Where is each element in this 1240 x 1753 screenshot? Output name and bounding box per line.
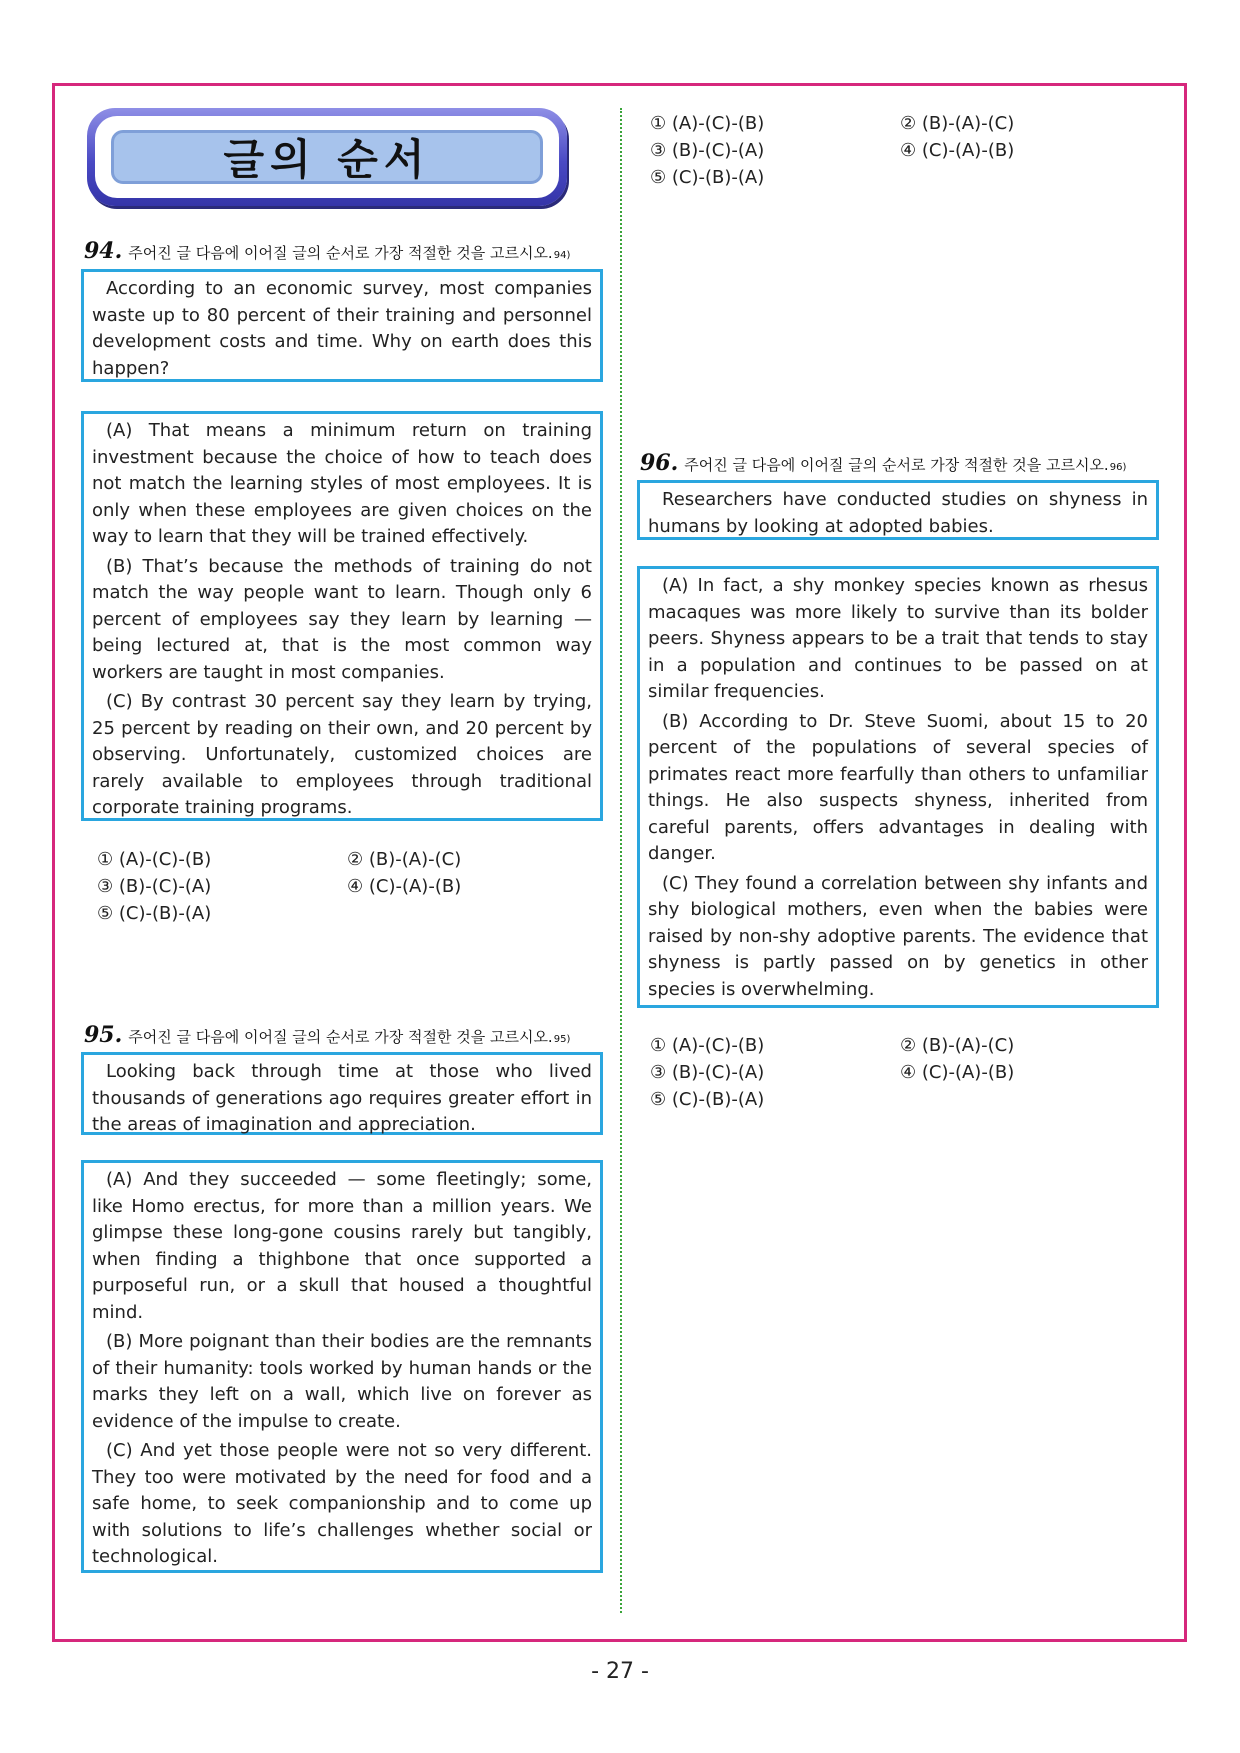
choice-2[interactable]: ② (B)-(A)-(C) <box>900 113 1015 134</box>
choice-2[interactable]: ② (B)-(A)-(C) <box>347 849 462 870</box>
passage-a: (A) And they succeeded — some fleetingly; some, like Homo erectus, for more than a million years. We glimpse these long-gone cousins rarely but tangibly, when finding a thighbone that once supported a purposeful run, or a skull that housed a thoughtful mind. <box>92 1169 592 1323</box>
question-number: 94. <box>84 238 123 264</box>
question-95-heading <box>84 1022 570 1048</box>
choice-5[interactable]: ⑤ (C)-(B)-(A) <box>97 903 212 924</box>
given-passage-box <box>81 269 603 382</box>
answer-choices <box>97 846 597 927</box>
answer-choices <box>650 1032 1150 1113</box>
footnote-marker: 94) <box>553 250 571 261</box>
section-title-banner <box>87 108 567 206</box>
question-instruction: 주어진 글 다음에 이어질 글의 순서로 가장 적절한 것을 고르시오. <box>684 456 1109 474</box>
given-passage-box <box>637 480 1159 540</box>
passage-c: (C) By contrast 30 percent say they learn by trying, 25 percent by reading on their own, and 20 percent by observing. Unfortunately, customized choices are rarely available to employees through traditional corporate training programs. <box>92 691 592 818</box>
column-divider <box>620 108 622 1613</box>
question-instruction: 주어진 글 다음에 이어질 글의 순서로 가장 적절한 것을 고르시오. <box>128 244 553 262</box>
given-passage: According to an economic survey, most companies waste up to 80 percent of their training and personnel development costs and time. Why on earth does this happen? <box>92 278 592 379</box>
question-94-heading <box>84 238 570 264</box>
passage-c: (C) They found a correlation between shy infants and shy biological mothers, even when the babies were raised by non-shy adoptive parents. The evidence that shyness is partly passed on by genetics in other species is overwhelming. <box>648 872 1148 1000</box>
footnote-marker: 95) <box>553 1034 571 1045</box>
choice-4[interactable]: ④ (C)-(A)-(B) <box>347 876 462 897</box>
choice-1[interactable]: ① (A)-(C)-(B) <box>650 113 765 134</box>
question-instruction: 주어진 글 다음에 이어질 글의 순서로 가장 적절한 것을 고르시오. <box>128 1028 553 1046</box>
choice-3[interactable]: ③ (B)-(C)-(A) <box>650 1062 765 1083</box>
ordering-passages-box <box>81 411 603 821</box>
choice-2[interactable]: ② (B)-(A)-(C) <box>900 1035 1015 1056</box>
ordering-passages-box <box>637 566 1159 1008</box>
choice-1[interactable]: ① (A)-(C)-(B) <box>97 849 212 870</box>
choice-3[interactable]: ③ (B)-(C)-(A) <box>650 140 765 161</box>
given-passage: Researchers have conducted studies on shyness in humans by looking at adopted babies. <box>648 489 1148 537</box>
passage-b: (B) More poignant than their bodies are the remnants of their humanity: tools worked by human hands or the marks they left on a wall, which live on forever as evidence of the impulse to create. <box>92 1331 592 1432</box>
choice-4[interactable]: ④ (C)-(A)-(B) <box>900 1062 1015 1083</box>
passage-a: (A) That means a minimum return on training investment because the choice of how to teach does not match the learning styles of most employees. It is only when these employees are given choices on the way to learn that they will be trained effectively. <box>92 420 592 547</box>
choice-1[interactable]: ① (A)-(C)-(B) <box>650 1035 765 1056</box>
passage-b: (B) According to Dr. Steve Suomi, about 15 to 20 percent of the populations of several species of primates react more fearfully than others to unfamiliar things. He also suspects shyness, inherited from careful parents, offers advantages in dealing with danger. <box>648 710 1148 864</box>
question-number: 95. <box>84 1022 123 1048</box>
passage-b: (B) That’s because the methods of training do not match the way people want to learn. Though only 6 percent of employees say they learn by learning — being lectured at, that is the most common way workers are taught in most companies. <box>92 555 592 683</box>
ordering-passages-box <box>81 1160 603 1573</box>
passage-c: (C) And yet those people were not so very different. They too were motivated by the need for food and a safe home, to seek companionship and to come up with solutions to life’s challenges whether social or technological. <box>92 1440 592 1567</box>
choice-5[interactable]: ⑤ (C)-(B)-(A) <box>650 1089 765 1110</box>
question-96-heading <box>640 450 1126 476</box>
passage-a: (A) In fact, a shy monkey species known as rhesus macaques was more likely to survive than its bolder peers. Shyness appears to be a trait that tends to stay in a population and continues to be passed on at similar frequencies. <box>648 575 1148 702</box>
footnote-marker: 96) <box>1109 462 1127 473</box>
given-passage-box <box>81 1052 603 1135</box>
question-number: 96. <box>640 450 679 476</box>
page-number: - 27 - <box>591 1659 649 1684</box>
given-passage: Looking back through time at those who lived thousands of generations ago requires greater effort in the areas of imagination and appreciation. <box>92 1061 592 1135</box>
choice-3[interactable]: ③ (B)-(C)-(A) <box>97 876 212 897</box>
choice-5[interactable]: ⑤ (C)-(B)-(A) <box>650 167 765 188</box>
section-title: 글의 순서 <box>223 135 431 184</box>
choice-4[interactable]: ④ (C)-(A)-(B) <box>900 140 1015 161</box>
answer-choices <box>650 110 1150 191</box>
